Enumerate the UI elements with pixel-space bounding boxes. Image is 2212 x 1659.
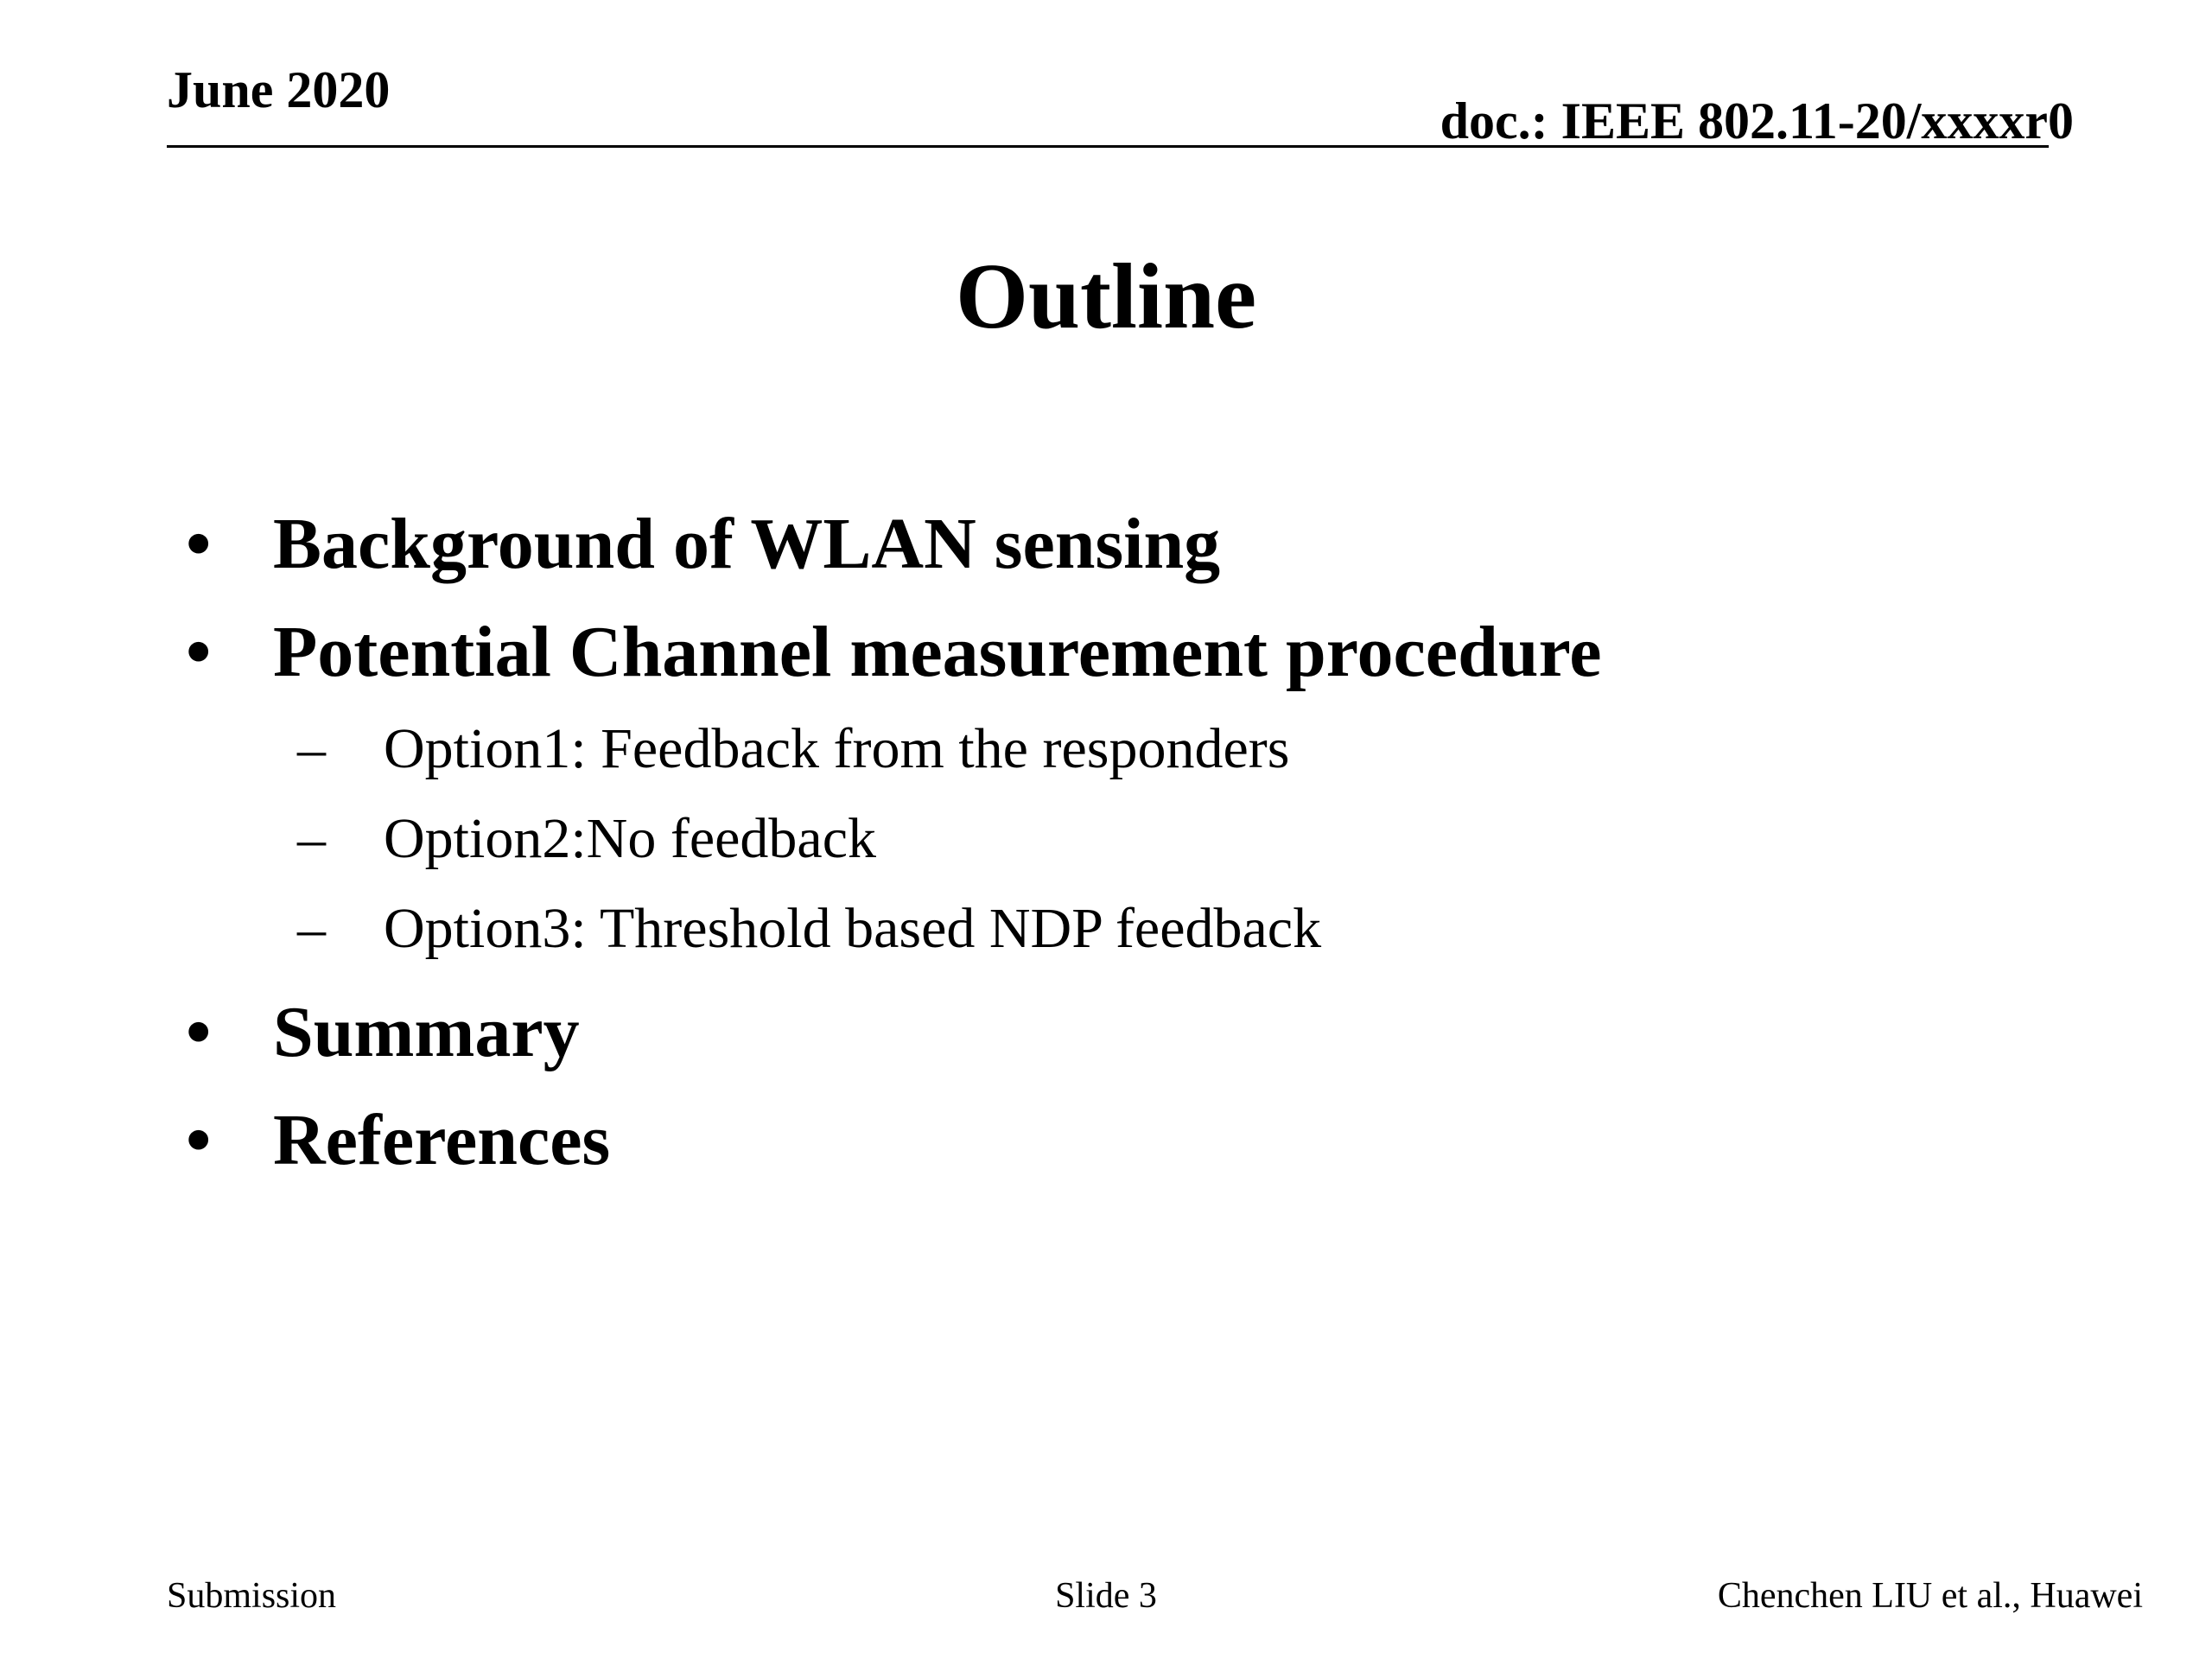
- outline-subitem-label: Option2:No feedback: [384, 807, 876, 870]
- outline-subitem-label: Option3: Threshold based NDP feedback: [384, 897, 1322, 960]
- outline-item-label: Potential Channel measurement procedure: [273, 612, 1602, 692]
- bullet-marker: •: [186, 1100, 212, 1180]
- header-date: June 2020: [167, 61, 391, 118]
- footer-author: Chenchen LIU et al., Huawei: [1717, 1576, 2143, 1616]
- header-doc-id: doc.: IEEE 802.11-20/xxxxr0: [1440, 92, 2074, 149]
- dash-marker: –: [297, 897, 326, 960]
- outline-item-label: Summary: [273, 992, 580, 1072]
- bullet-marker: •: [186, 504, 212, 584]
- footer-slide-number: Slide 3: [1055, 1576, 1157, 1616]
- outline-subitem-label: Option1: Feedback from the responders: [384, 717, 1290, 780]
- dash-marker: –: [297, 807, 326, 870]
- outline-item-label: Background of WLAN sensing: [273, 504, 1221, 584]
- bullet-marker: •: [186, 612, 212, 692]
- slide-title: Outline: [955, 245, 1257, 348]
- bullet-marker: •: [186, 992, 212, 1072]
- footer-submission: Submission: [167, 1576, 337, 1616]
- dash-marker: –: [297, 717, 326, 780]
- outline-item-label: References: [273, 1100, 611, 1180]
